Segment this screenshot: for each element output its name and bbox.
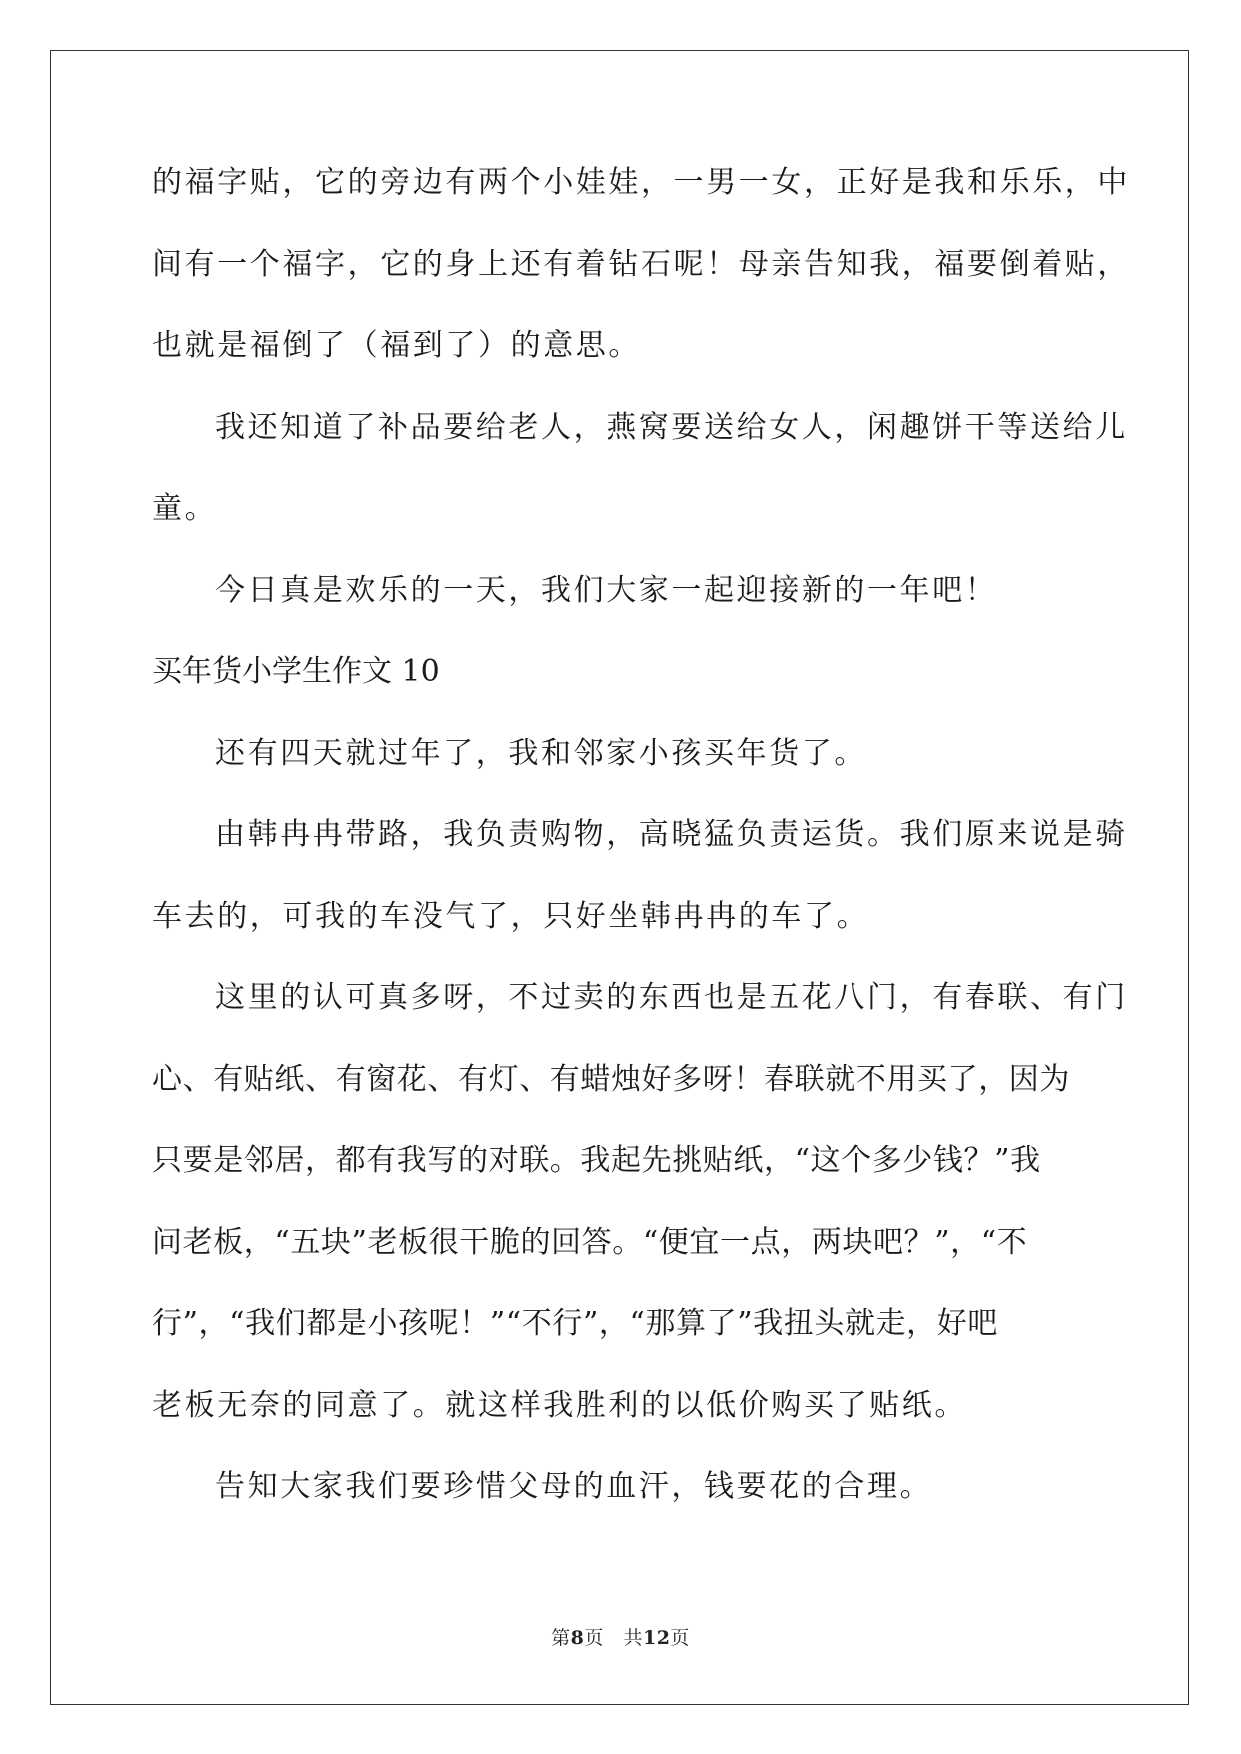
text-line: 只要是邻居，都有我写的对联。我起先挑贴纸，“这个多少钱？”我 bbox=[152, 1143, 1041, 1178]
footer-page-suffix: 页 bbox=[584, 1627, 604, 1649]
current-page-number: 8 bbox=[570, 1627, 585, 1649]
text-line: 童。 bbox=[152, 491, 218, 526]
page-footer bbox=[0, 1623, 1241, 1650]
paragraph-start: 这里的认可真多呀，不过卖的东西也是五花八门，有春联、有门 bbox=[215, 980, 1128, 1015]
text-line: 行”，“我们都是小孩呢！”“不行”，“那算了”我扭头就走，好吧 bbox=[152, 1306, 998, 1341]
paragraph-start: 还有四天就过年了，我和邻家小孩买年货了。 bbox=[215, 735, 867, 771]
text-line: 老板无奈的同意了。就这样我胜利的以低价购买了贴纸。 bbox=[152, 1387, 967, 1423]
paragraph-start: 今日真是欢乐的一天，我们大家一起迎接新的一年吧！ bbox=[215, 572, 998, 608]
paragraph-start: 由韩冉冉带路，我负责购物，高晓猛负责运货。我们原来说是骑 bbox=[215, 817, 1128, 852]
text-line: 问老板，“五块”老板很干脆的回答。“便宜一点，两块吧？”，“不 bbox=[152, 1224, 1028, 1260]
text-line: 心、有贴纸、有窗花、有灯、有蜡烛好多呀！春联就不用买了，因为 bbox=[152, 1061, 1070, 1097]
text-line: 也就是福倒了（福到了）的意思。 bbox=[152, 328, 641, 363]
section-heading: 买年货小学生作文 10 bbox=[152, 654, 440, 689]
document-body bbox=[152, 160, 1130, 1546]
text-line: 间有一个福字，它的身上还有着钻石呢！母亲告知我，福要倒着贴， bbox=[152, 246, 1130, 282]
text-line: 车去的，可我的车没气了，只好坐韩冉冉的车了。 bbox=[152, 898, 870, 934]
total-pages-number: 12 bbox=[642, 1627, 671, 1649]
footer-total-prefix: 共 bbox=[623, 1627, 643, 1649]
footer-total-suffix: 页 bbox=[670, 1627, 690, 1649]
text-line: 的福字贴，它的旁边有两个小娃娃，一男一女，正好是我和乐乐，中 bbox=[152, 165, 1130, 200]
paragraph-start: 告知大家我们要珍惜父母的血汗，钱要花的合理。 bbox=[215, 1469, 933, 1504]
paragraph-start: 我还知道了补品要给老人，燕窝要送给女人，闲趣饼干等送给儿 bbox=[215, 409, 1128, 445]
footer-prefix: 第 bbox=[551, 1627, 571, 1649]
